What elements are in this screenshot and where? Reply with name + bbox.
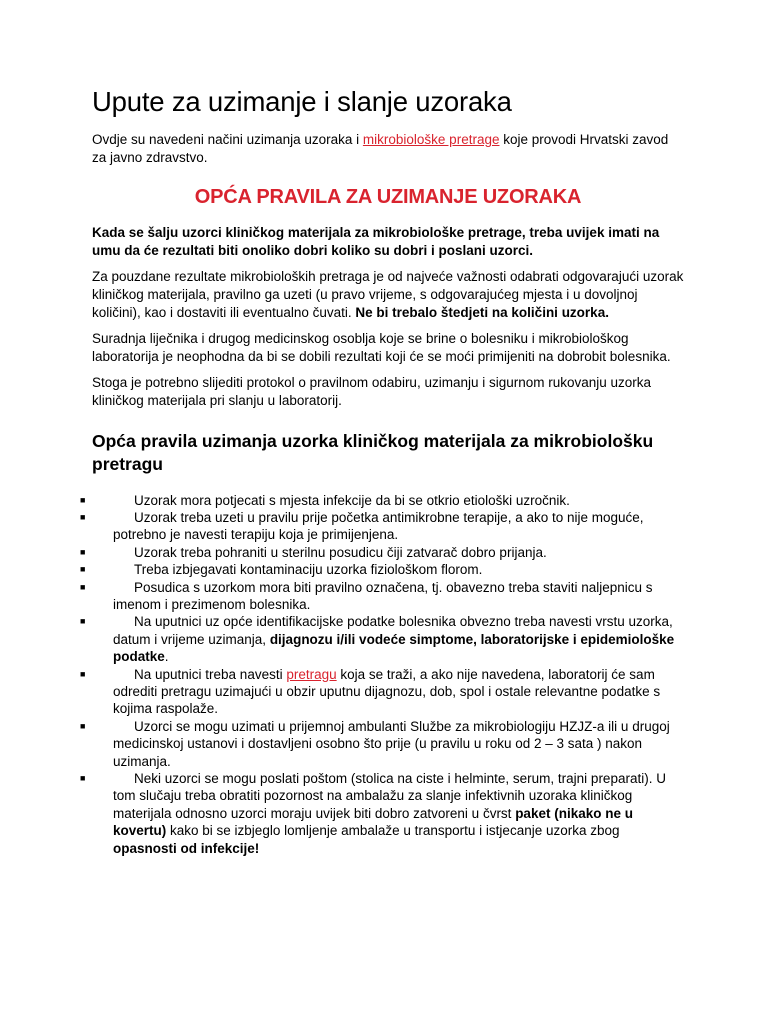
square-bullet-icon: ■ [80,616,86,627]
square-bullet-icon: ■ [80,581,86,592]
rule-text: Na uputnici treba navesti [134,666,287,682]
rule-text: Uzorak mora potjecati s mjesta infekcije da bi se otkrio etiološki uzročnik. [134,492,570,508]
rule-text: Na uputnici uz opće identifikacijske podatke bolesnika obvezno treba navesti vrstu uzorka, datum i vrijeme uzimanja, [113,614,673,647]
rules-list [80,492,684,858]
paragraph-2-bold: Ne bi trebalo štedjeti na količini uzorka. [355,304,609,320]
square-bullet-icon: ■ [80,546,86,557]
rule-bold-text-end: opasnosti od infekcije! [113,840,260,856]
paragraph-1-bold: Kada se šalju uzorci kliničkog materijala za mikrobiološke pretrage, treba uvijek imati na umu da će rezultati biti onoliko dobri koliko su dobri i poslani uzorci. [92,225,660,258]
rule-text: Treba izbjegavati kontaminaciju uzorka fiziološkom florom. [134,562,483,578]
rule-text: Uzorak treba pohraniti u sterilnu posudicu čiji zatvarač dobro prijanja. [134,544,547,560]
list-item [69,509,684,544]
page-title: Upute za uzimanje i slanje uzoraka [92,86,512,117]
list-item [69,561,684,578]
intro-text-after: koje provodi Hrvatski zavod za javno zdravstvo. [92,132,669,165]
list-item [69,718,684,770]
rule-bold-text: paket (nikako ne u kovertu) [113,805,633,839]
paragraph-3: Suradnja liječnika i drugog medicinskog osoblja koje se brine o bolesniku i mikrobiološkog laboratorija je neophodna da bi se dobili rezultati koji će se moći primijeniti na dobrobit bolesnika. [92,331,671,364]
test-link[interactable]: pretragu [286,666,337,682]
list-item [69,613,684,665]
rule-text-middle: kako bi se izbjeglo lomljenje ambalaže u transportu i istjecanje uzorka zbog [166,823,620,839]
rule-text: Uzorci se mogu uzimati u prijemnoj ambulanti Službe za mikrobiologiju HZJZ-a ili u drugoj medicinskoj ustanovi i dostavljeni osobno što prije (u pravilu u roku od 2 – 3 sata ) nakon uzimanja. [113,718,670,769]
document-page [80,84,684,857]
section-heading: OPĆA PRAVILA ZA UZIMANJE UZORAKA [194,186,582,209]
rule-text-after: koja se traži, a ako nije navedena, laboratorij će sam odrediti pretragu uzimajući u obzir uputnu dijagnozu, dob, spol i ostale relevantne podatke s kojima raspolaže. [113,666,661,717]
square-bullet-icon: ■ [80,494,86,505]
rule-text-end: . [164,649,169,665]
list-item [69,544,684,561]
list-item [69,492,684,509]
paragraph-2 [92,268,684,321]
rule-text: Posudica s uzorkom mora biti pravilno označena, tj. obavezno treba staviti naljepnicu s imenom i prezimenom bolesnika. [113,579,653,612]
paragraph-1 [92,224,684,259]
list-item [69,770,684,857]
microbiology-tests-link[interactable]: mikrobiološke pretrage [362,132,500,147]
square-bullet-icon: ■ [80,511,86,522]
list-item [69,579,684,614]
square-bullet-icon: ■ [80,720,86,731]
rule-text: Uzorak treba uzeti u pravilu prije početka antimikrobne terapije, a ako to nije moguće, potrebno je navesti terapiju koja je primijenjena. [113,509,644,543]
paragraph-2-text: Za pouzdane rezultate mikrobioloških pretraga je od najveće važnosti odabrati odgovarajući uzorak kliničkog materijala, pravilno ga uzeti (u pravo vrijeme, s odgovarajućeg mjesta i u dovoljnoj količini), kao i dostaviti ili eventualno čuvati. [92,269,684,320]
intro-text-before: Ovdje su navedeni načini uzimanja uzoraka i [92,132,363,147]
list-item [69,666,684,718]
rule-bold-text: dijagnozu i/ili vodeće simptome, laboratorijske i epidemiološke podatke [113,631,675,665]
subheading: Opća pravila uzimanja uzorka kliničkog materijala za mikrobiološku pretragu [92,430,654,474]
intro-paragraph [92,131,684,166]
rule-text: Neki uzorci se mogu poslati poštom (stolica na ciste i helminte, serum, trajni preparati). U tom slučaju treba obratiti pozornost na ambalažu za slanje infektivnih uzoraka kliničkog materijala odnosno uzorci moraju uvijek biti dobro zatvoreni u čvrst [113,771,666,821]
square-bullet-icon: ■ [80,668,86,679]
square-bullet-icon: ■ [80,773,86,784]
square-bullet-icon: ■ [80,564,86,575]
paragraph-4: Stoga je potrebno slijediti protokol o pravilnom odabiru, uzimanju i sigurnom rukovanju uzorka kliničkog materijala pri slanju u laboratorij. [92,375,652,408]
